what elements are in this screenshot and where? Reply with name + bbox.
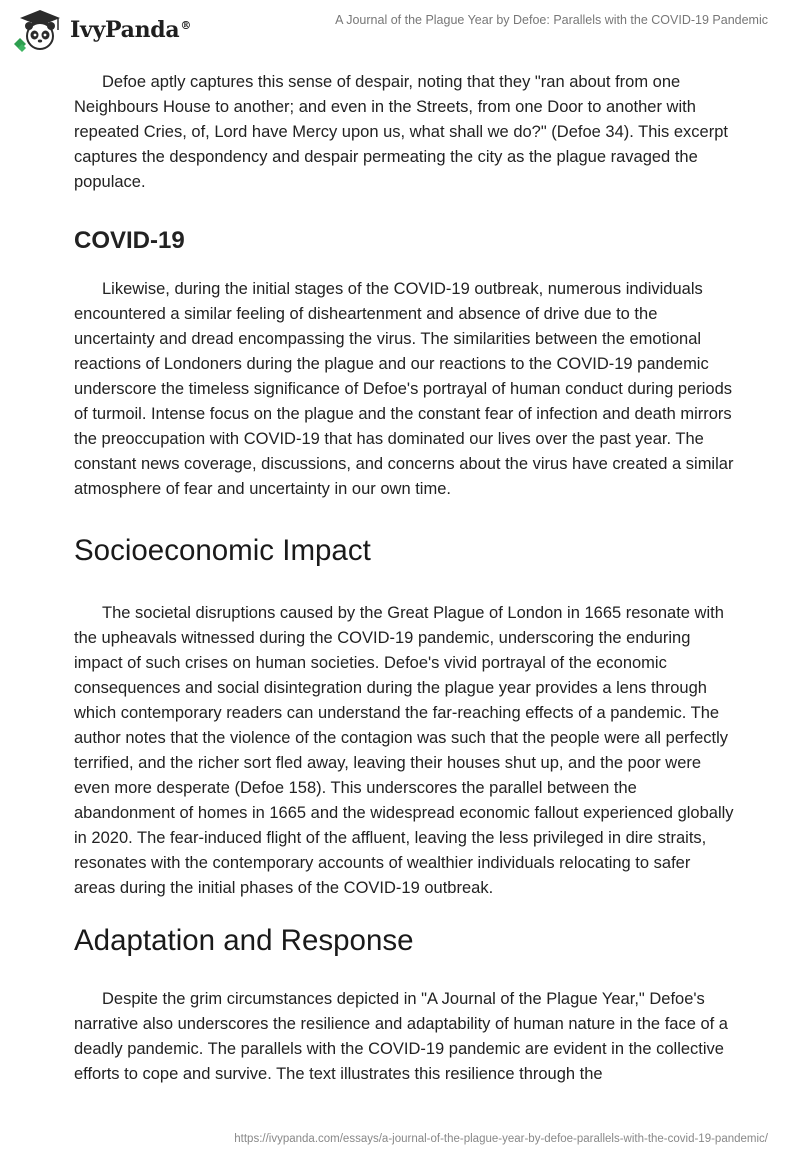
- source-url-link[interactable]: https://ivypanda.com/essays/a-journal-of-the-plague-year-by-defoe-parallels-with-the-covid-19-pandemic/: [234, 1133, 768, 1145]
- registered-mark: ®: [180, 18, 192, 32]
- heading-socioeconomic-impact: Socioeconomic Impact: [74, 534, 371, 567]
- brand-name: IvyPanda®: [70, 17, 192, 43]
- paragraph-intro: Defoe aptly captures this sense of despair, noting that they "ran about from one Neighbours House to another; and even in the Streets, from one Door to another with repeated Cries, of, Lord have Mercy upon us, what shall we do?" (Defoe 34). This excerpt captures the despondency and despair permeating the city as the plague ravaged the populace.: [74, 73, 728, 191]
- paragraph-socioeconomic: The societal disruptions caused by the Great Plague of London in 1665 resonate with the upheavals witnessed during the COVID-19 pandemic, underscoring the enduring impact of such crises on human societies. Defoe's vivid portrayal of the economic consequences and social disintegration during the plague year provides a lens through which contemporary readers can understand the far-reaching effects of a pandemic. The author notes that the violence of the contagion was such that the people were all perfectly terrified, and the richer sort fled away, leaving their houses shut up, and the poor were even more desperate (Defoe 158). This underscores the parallel between the abandonment of homes in 1665 and the widespread economic fallout experienced globally in 2020. The fear-induced flight of the affluent, leaving the less privileged in dire straits, resonates with the contemporary accounts of wealthier individuals relocating to safer areas during the initial phases of the COVID-19 outbreak.: [74, 604, 734, 897]
- heading-adaptation-response: Adaptation and Response: [74, 924, 414, 957]
- paragraph-covid: Likewise, during the initial stages of the COVID-19 outbreak, numerous individuals encountered a similar feeling of disheartenment and absence of drive due to the uncertainty and dread encompassing the virus. The similarities between the emotional reactions of Londoners during the plague and our reactions to the COVID-19 pandemic underscore the timeless significance of Defoe's portrayal of human conduct during periods of turmoil. Intense focus on the plague and the constant fear of infection and death mirrors the preoccupation with COVID-19 that has dominated our lives over the past year. The constant news coverage, discussions, and concerns about the virus have created a similar atmosphere of fear and uncertainty in our own time.: [74, 280, 734, 498]
- document-title: A Journal of the Plague Year by Defoe: Parallels with the COVID-19 Pandemic: [335, 13, 768, 27]
- essay-content: [74, 70, 734, 1087]
- heading-covid: COVID-19: [74, 227, 185, 254]
- ivypanda-logo[interactable]: [14, 8, 191, 52]
- panda-graduate-icon: [14, 8, 66, 52]
- paragraph-adaptation: Despite the grim circumstances depicted in "A Journal of the Plague Year," Defoe's narrative also underscores the resilience and adaptability of human nature in the face of a deadly pandemic. The parallels with the COVID-19 pandemic are evident in the collective efforts to cope and survive. The text illustrates this resilience through the: [74, 990, 728, 1083]
